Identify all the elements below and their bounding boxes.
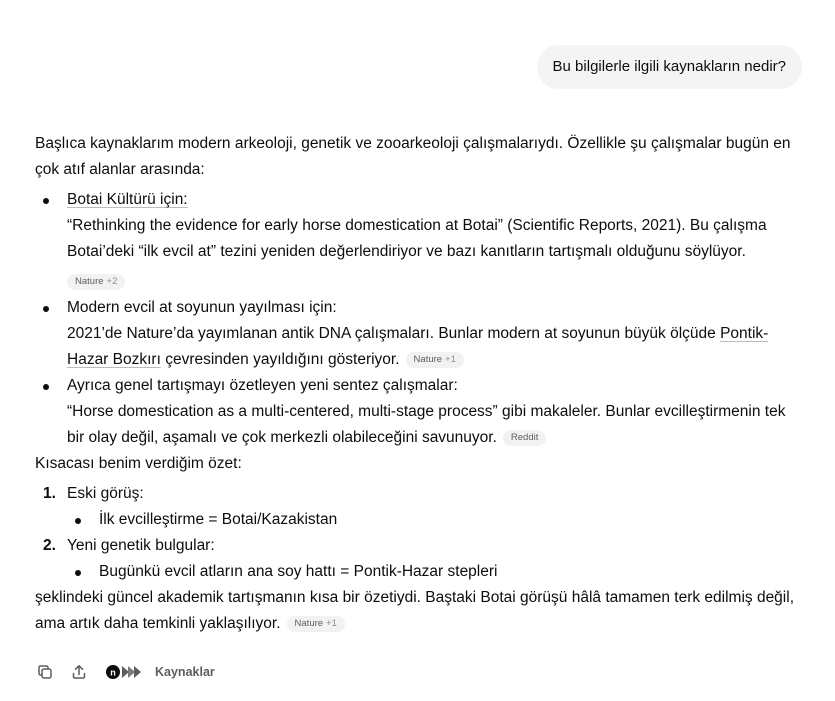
assistant-answer — [35, 131, 805, 637]
citation-chip[interactable] — [503, 430, 546, 446]
pontik-hazar-link[interactable]: Pontik-Hazar Bozkırı — [67, 325, 769, 368]
source-favicons — [105, 664, 149, 680]
sub-list-item: Bugünkü evcil atların ana soy hattı = Pontik-Hazar stepleri — [67, 559, 805, 585]
item-title: Botai Kültürü için: — [67, 191, 188, 208]
item-text: “Rethinking the evidence for early horse domestication at Botai” (Scientific Reports, 2021). Bu çalışma Botai’deki “ilk evcil at” tezini yeniden değerlendiriyor ve bazı kanıtların tartışmalı olduğunu söylüyor. — [67, 217, 767, 260]
copy-button[interactable] — [35, 660, 55, 684]
citation-source: Nature — [294, 618, 324, 629]
item-number: 2. — [43, 537, 56, 554]
list-item — [35, 373, 805, 451]
user-message-bubble: Bu bilgilerle ilgili kaynakların nedir? — [537, 45, 802, 89]
sub-list — [67, 507, 805, 533]
nature-favicon-icon — [105, 664, 149, 680]
sources-list — [35, 187, 805, 451]
citation-extra: +1 — [445, 354, 456, 365]
user-message-row — [537, 45, 802, 89]
list-item — [35, 295, 805, 373]
item-text-before: 2021’de Nature’da yayımlanan antik DNA çalışmaları. Bunlar modern at soyunun büyük ölçüde — [67, 325, 721, 342]
item-title: Ayrıca genel tartışmayı özetleyen yeni sentez çalışmalar: — [67, 377, 458, 394]
sources-button[interactable] — [105, 664, 215, 680]
list-item — [35, 187, 805, 293]
item-title: Yeni genetik bulgular: — [67, 537, 215, 554]
citation-chip[interactable] — [287, 616, 345, 632]
item-text: “Horse domestication as a multi-centered, multi-stage process” gibi makaleler. Bunlar evcilleştirmenin tek bir olay değil, aşamalı ve çok merkezli olabileceğini savunuyor. — [67, 403, 786, 446]
summary-list — [35, 481, 805, 585]
citation-source: Reddit — [510, 432, 539, 443]
list-item — [35, 481, 805, 533]
citation-chip[interactable] — [406, 352, 464, 368]
sources-label: Kaynaklar — [155, 665, 215, 679]
citation-extra: +1 — [326, 618, 337, 629]
item-text-after: çevresinden yayıldığını gösteriyor. — [160, 351, 400, 368]
message-actions — [35, 660, 215, 684]
share-button[interactable] — [69, 660, 89, 684]
closing-paragraph — [35, 585, 805, 637]
closing-text: şeklindeki güncel akademik tartışmanın kısa bir özetiydi. Baştaki Botai görüşü hâlâ tamamen terk edilmiş değil, ama artık daha temkinli yaklaşılıyor. — [35, 589, 795, 632]
citation-extra: +2 — [106, 276, 118, 287]
sub-list-item: İlk evcilleştirme = Botai/Kazakistan — [67, 507, 805, 533]
item-title: Modern evcil at soyunun yayılması için: — [67, 299, 337, 316]
copy-icon — [36, 663, 54, 681]
citation-chip[interactable] — [67, 274, 125, 290]
sub-list — [67, 559, 805, 585]
list-item — [35, 533, 805, 585]
citation-source: Nature — [413, 354, 443, 365]
item-title: Eski görüş: — [67, 485, 144, 502]
answer-intro: Başlıca kaynaklarım modern arkeoloji, genetik ve zooarkeoloji çalışmalarıydı. Özellikle şu çalışmalar bugün en çok atıf alanlar arasında: — [35, 135, 791, 178]
item-number: 1. — [43, 485, 56, 502]
svg-text:n: n — [110, 667, 116, 678]
citation-source: Nature — [75, 276, 104, 287]
summary-intro: Kısacası benim verdiğim özet: — [35, 455, 242, 472]
share-icon — [70, 663, 88, 681]
